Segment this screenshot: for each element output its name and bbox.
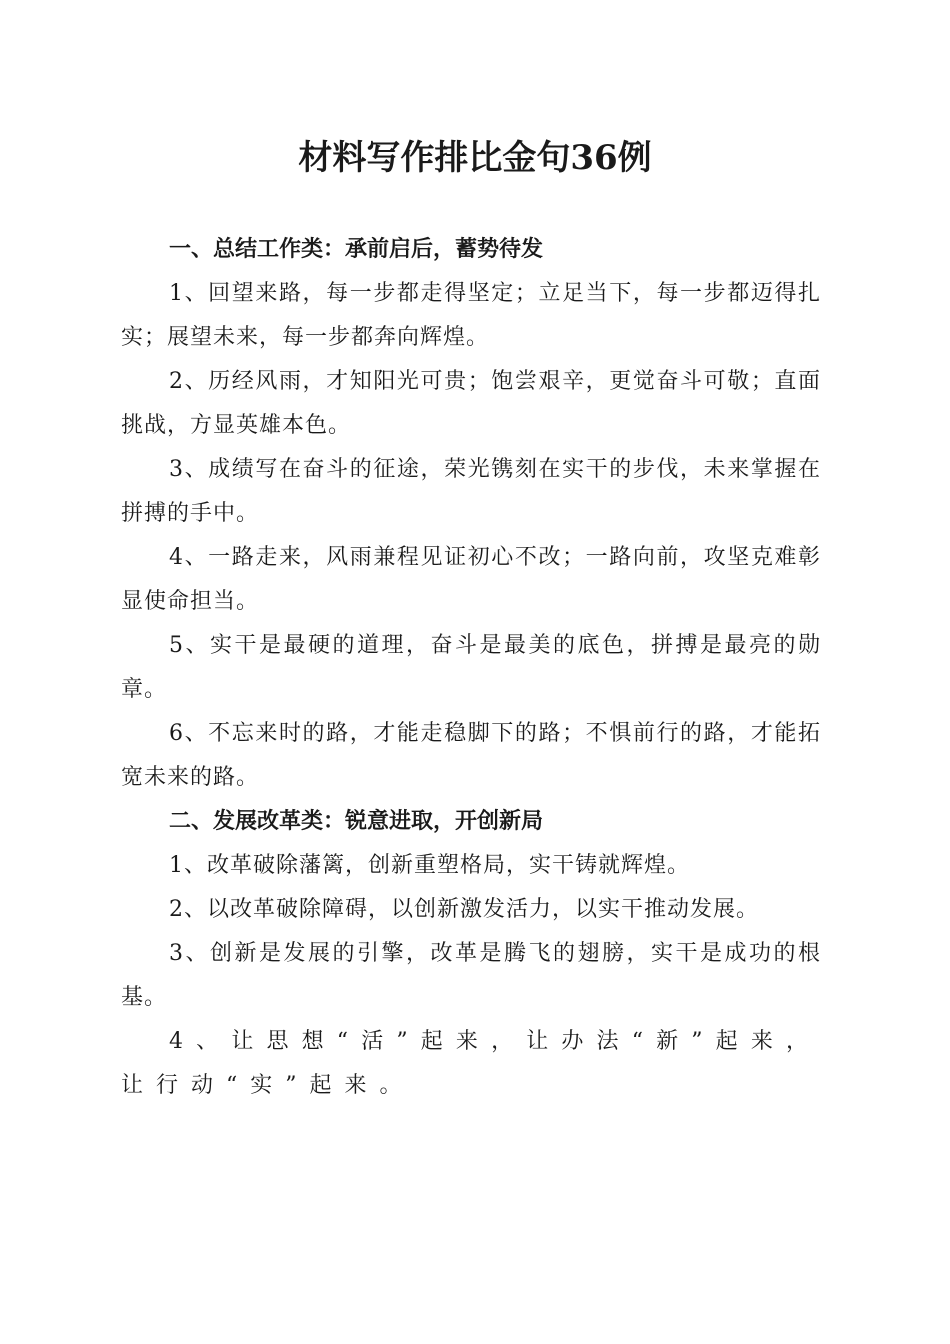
- list-item: 2、以改革破除障碍，以创新激发活力，以实干推动发展。: [169, 897, 759, 922]
- list-item: 4、一路走来，风雨兼程见证初心不改；一路向前，攻坚克难彰显使命担当。: [121, 545, 821, 614]
- document-title: 材料写作排比金句36例: [298, 138, 652, 178]
- section-heading: 一、总结工作类：承前启后，蓄势待发: [169, 237, 544, 262]
- list-item: 3、成绩写在奋斗的征途，荣光镌刻在实干的步伐，未来掌握在拼搏的手中。: [121, 457, 821, 526]
- section-heading: 二、发展改革类：锐意进取，开创新局: [169, 809, 544, 834]
- list-item: 1、回望来路，每一步都走得坚定；立足当下，每一步都迈得扎实；展望未来，每一步都奔向辉煌。: [121, 281, 821, 350]
- list-item: 3、创新是发展的引擎，改革是腾飞的翅膀，实干是成功的根基。: [121, 941, 821, 1010]
- section-summary-work: [121, 228, 821, 800]
- list-item: 6、不忘来时的路，才能走稳脚下的路；不惧前行的路，才能拓宽未来的路。: [121, 721, 821, 790]
- list-item: 4、让思想“活”起来，让办法“新”起来，让行动“实”起来。: [121, 1029, 821, 1098]
- list-item: 2、历经风雨，才知阳光可贵；饱尝艰辛，更觉奋斗可敬；直面挑战，方显英雄本色。: [121, 369, 821, 438]
- list-item: 1、改革破除藩篱，创新重塑格局，实干铸就辉煌。: [169, 853, 690, 878]
- section-development-reform: [121, 800, 821, 1108]
- document-body: [121, 228, 821, 1108]
- list-item: 5、实干是最硬的道理，奋斗是最美的底色，拼搏是最亮的勋章。: [121, 633, 821, 702]
